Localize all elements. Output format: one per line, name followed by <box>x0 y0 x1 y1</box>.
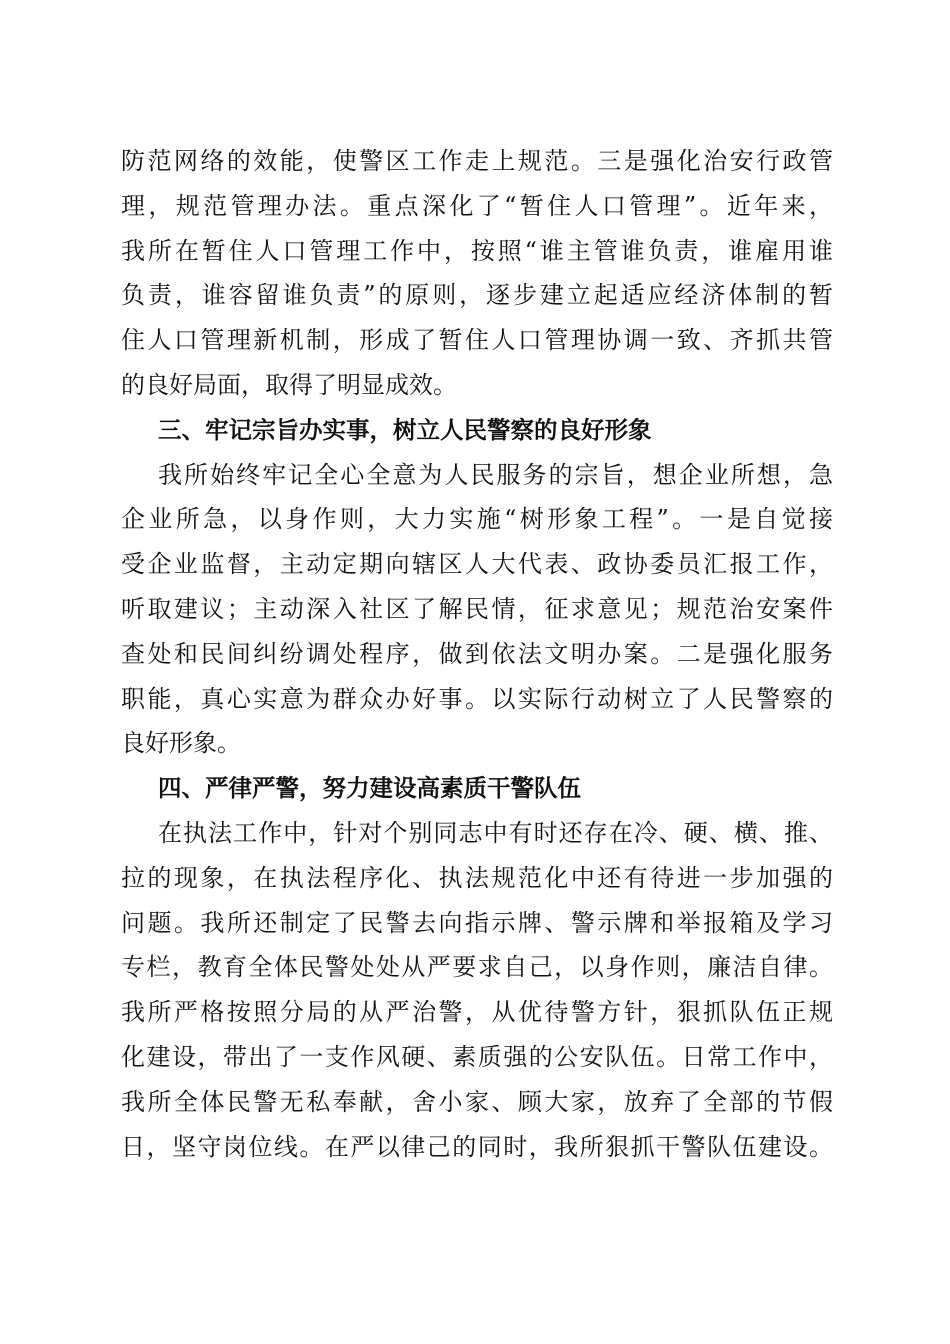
paragraph <box>121 139 833 408</box>
text-line: 查处和民间纠纷调处程序，做到依法文明办案。二是强化服务 <box>121 639 833 668</box>
text-line: 我所始终牢记全心全意为人民服务的宗旨，想企业所想，急 <box>158 460 833 489</box>
text-line: 良好形象。 <box>121 729 241 758</box>
text-line: 受企业监督，主动定期向辖区人大代表、政协委员汇报工作， <box>121 550 833 579</box>
text-line: 职能，真心实意为群众办好事。以实际行动树立了人民警察的 <box>121 684 833 713</box>
text-line: 日，坚守岗位线。在严以律己的同时，我所狠抓干警队伍建设。 <box>121 1132 833 1161</box>
text-line: 企业所急，以身作则，大力实施“树形象工程”。一是自觉接 <box>121 505 833 534</box>
text-line: 住人口管理新机制，形成了暂住人口管理协调一致、齐抓共管 <box>121 326 833 355</box>
text-line: 我所全体民警无私奉献，舍小家、顾大家，放弃了全部的节假 <box>121 1087 833 1116</box>
text-line: 拉的现象，在执法程序化、执法规范化中还有待进一步加强的 <box>121 863 833 892</box>
text-line: 专栏，教育全体民警处处从严要求自己，以身作则，廉洁自律。 <box>121 953 833 982</box>
paragraph <box>121 811 833 1169</box>
text-line: 负责，谁容留谁负责”的原则，逐步建立起适应经济体制的暂 <box>121 281 833 310</box>
section-heading: 四、严律严警，努力建设高素质干警队伍 <box>158 774 581 803</box>
text-line: 防范网络的效能，使警区工作走上规范。三是强化治安行政管 <box>121 147 833 175</box>
paragraph <box>121 453 833 767</box>
text-line: 理，规范管理办法。重点深化了“暂住人口管理”。近年来， <box>121 191 833 220</box>
text-line: 在执法工作中，针对个别同志中有时还存在冷、硬、横、推、 <box>158 818 833 847</box>
text-line: 化建设，带出了一支作风硬、素质强的公安队伍。日常工作中， <box>121 1042 833 1071</box>
text-line: 我所严格按照分局的从严治警，从优待警方针，狠抓队伍正规 <box>121 998 833 1027</box>
text-line: 听取建议；主动深入社区了解民情，征求意见；规范治安案件 <box>121 594 833 623</box>
text-line: 问题。我所还制定了民警去向指示牌、警示牌和举报箱及学习 <box>121 908 833 937</box>
text-line: 我所在暂住人口管理工作中，按照“谁主管谁负责，谁雇用谁 <box>121 236 833 265</box>
section-heading: 三、牢记宗旨办实事，树立人民警察的良好形象 <box>158 415 652 444</box>
text-line: 的良好局面，取得了明显成效。 <box>121 370 457 399</box>
document-body <box>121 139 833 1169</box>
